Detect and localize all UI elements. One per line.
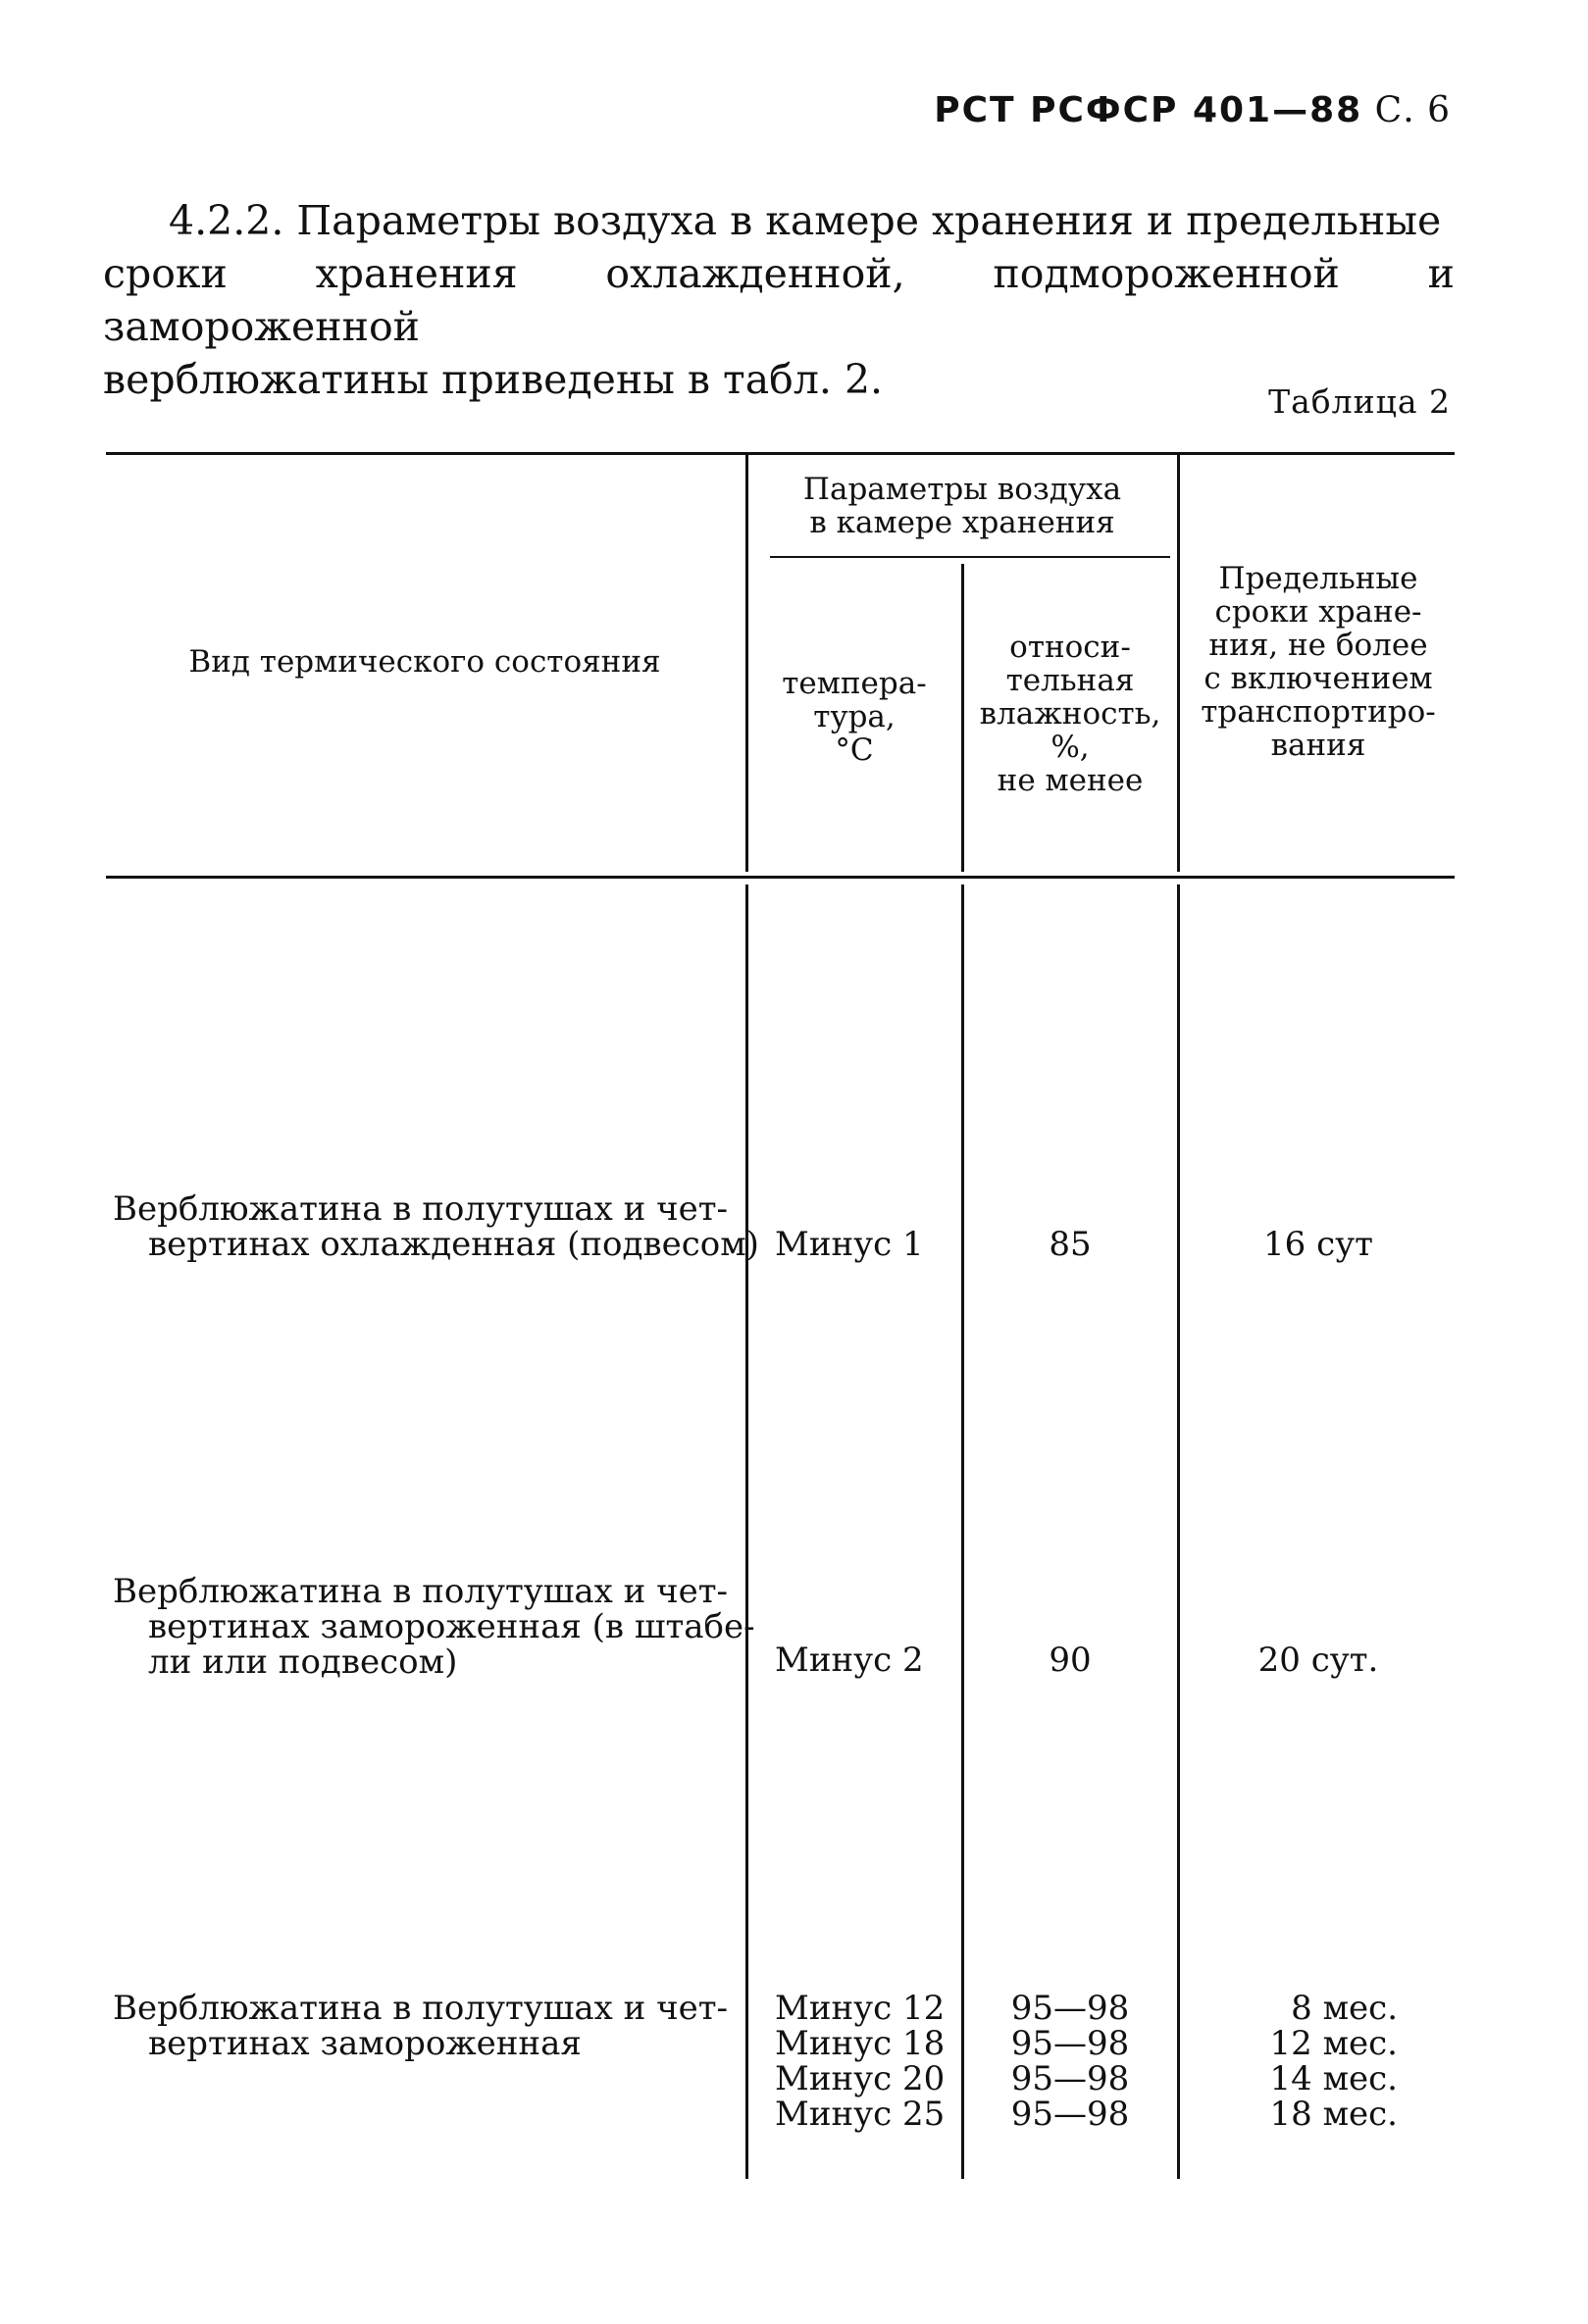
table-top-rule [106, 452, 1455, 455]
header-vrule-3 [1177, 455, 1180, 872]
row-state: Верблюжатина в полутушах и чет- вертинах замороженная (в штабе- ли или подвесом) [113, 1572, 755, 1682]
document-code: РСТ РСФСР 401—88 [934, 90, 1363, 130]
header-temperature: темпера- тура, °С [782, 666, 927, 768]
body-vrule-2 [961, 884, 964, 2179]
header-air-parameters: Параметры воздуха в камере хранения [802, 472, 1122, 540]
header-storage-term: Предельные сроки хране- ния, не более с включением транспортиро- вания [1201, 561, 1436, 763]
page-number: С. 6 [1374, 90, 1451, 130]
intro-paragraph [103, 194, 1455, 406]
body-vrule-3 [1177, 884, 1180, 2179]
paragraph-line: сроки хранения охлажденной, подмороженной и замороженной [103, 250, 1455, 350]
header-vrule-1 [745, 455, 748, 872]
paragraph-line: 4.2.2. Параметры воздуха в камере хранения и предельные [169, 197, 1442, 244]
row-state: Верблюжатина в полутушах и чет- вертинах замороженная [113, 1989, 729, 2063]
page-header [934, 90, 1451, 130]
body-vrule-1 [745, 884, 748, 2179]
row-term: 16 сут [1263, 1225, 1373, 1264]
row-temperature: Минус 1 [775, 1225, 924, 1264]
row-humidity: 95—98 95—98 95—98 95—98 [1010, 1989, 1130, 2134]
row-humidity: 85 [1049, 1225, 1092, 1264]
row-temperature: Минус 2 [775, 1641, 924, 1680]
header-humidity: относи- тельная влажность, %, не менее [979, 630, 1161, 798]
row-temperature: Минус 12 Минус 18 Минус 20 Минус 25 [775, 1989, 946, 2134]
group-underline [770, 556, 1170, 558]
row-term: 20 сут. [1257, 1641, 1379, 1680]
row-term: 8 мес. 12 мес. 14 мес. 18 мес. [1269, 1989, 1398, 2134]
row-state: Верблюжатина в полутушах и чет- вертинах охлажденная (подвесом) [113, 1189, 759, 1264]
table-caption: Таблица 2 [1268, 382, 1451, 421]
row-humidity: 90 [1049, 1641, 1092, 1680]
paragraph-line: верблюжатины приведены в табл. 2. [103, 356, 884, 403]
header-vrule-2 [961, 564, 964, 872]
header-state: Вид термического состояния [188, 644, 661, 680]
header-bottom-rule [106, 876, 1455, 879]
